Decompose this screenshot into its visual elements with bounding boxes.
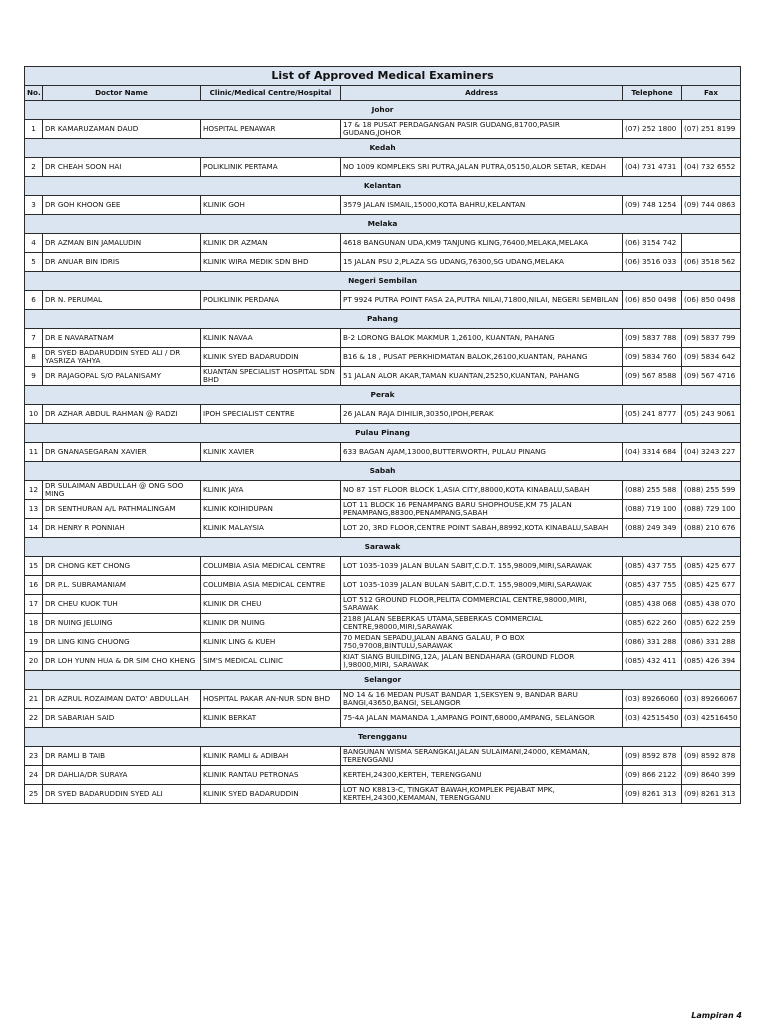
table-row [25,481,741,500]
column-header-clinic: Clinic/Medical Centre/Hospital [201,86,341,101]
row-number: 3 [25,196,43,215]
fax: (04) 3243 227 [682,443,741,462]
table-row [25,709,741,728]
doctor-name: DR SYED BADARUDDIN SYED ALI [43,785,201,804]
table-row [25,500,741,519]
table-row [25,576,741,595]
table-row [25,120,741,139]
doctor-name: DR SYED BADARUDDIN SYED ALI / DR YASRIZA YAHYA [43,348,201,367]
column-header-doctor: Doctor Name [43,86,201,101]
telephone: (03) 42515450 [623,709,682,728]
examiners-table [24,66,741,804]
row-number: 21 [25,690,43,709]
address: BANGUNAN WISMA SERANGKAI,JALAN SULAIMANI,24000, KEMAMAN, TERENGGANU [341,747,623,766]
table-row [25,443,741,462]
table-row [25,595,741,614]
table-row [25,196,741,215]
row-number: 9 [25,367,43,386]
clinic-name: COLUMBIA ASIA MEDICAL CENTRE [201,576,341,595]
state-name: Melaka [25,215,741,234]
fax: (09) 8592 878 [682,747,741,766]
row-number: 12 [25,481,43,500]
fax: (085) 426 394 [682,652,741,671]
doctor-name: DR RAJAGOPAL S/O PALANISAMY [43,367,201,386]
state-name: Johor [25,101,741,120]
row-number: 2 [25,158,43,177]
table-row [25,291,741,310]
telephone: (06) 850 0498 [623,291,682,310]
table-row [25,253,741,272]
address: LOT 11 BLOCK 16 PENAMPANG BARU SHOPHOUSE,KM 75 JALAN PENAMPANG,88300,PENAMPANG,SABAH [341,500,623,519]
address: KERTEH,24300,KERTEH, TERENGGANU [341,766,623,785]
clinic-name: HOSPITAL PAKAR AN-NUR SDN BHD [201,690,341,709]
clinic-name: KLINIK JAYA [201,481,341,500]
doctor-name: DR LOH YUNN HUA & DR SIM CHO KHENG [43,652,201,671]
document-title: List of Approved Medical Examiners [25,67,741,86]
table-row [25,519,741,538]
telephone: (06) 3516 033 [623,253,682,272]
state-header-row [25,538,741,557]
table-row [25,766,741,785]
table-row [25,652,741,671]
row-number: 5 [25,253,43,272]
clinic-name: KLINIK SYED BADARUDDIN [201,348,341,367]
state-header-row [25,462,741,481]
clinic-name: KLINIK RAMLI & ADIBAH [201,747,341,766]
fax: (09) 5834 642 [682,348,741,367]
row-number: 16 [25,576,43,595]
state-header-row [25,310,741,329]
address: 70 MEDAN SEPADU,JALAN ABANG GALAU, P O BOX 750,97008,BINTULU,SARAWAK [341,633,623,652]
row-number: 17 [25,595,43,614]
telephone: (05) 241 8777 [623,405,682,424]
telephone: (04) 731 4731 [623,158,682,177]
fax: (09) 8640 399 [682,766,741,785]
telephone: (085) 438 068 [623,595,682,614]
fax: (088) 255 599 [682,481,741,500]
state-header-row [25,139,741,158]
clinic-name: KLINIK RANTAU PETRONAS [201,766,341,785]
telephone: (088) 255 588 [623,481,682,500]
clinic-name: KLINIK DR NUING [201,614,341,633]
doctor-name: DR N. PERUMAL [43,291,201,310]
row-number: 8 [25,348,43,367]
row-number: 19 [25,633,43,652]
table-row [25,557,741,576]
row-number: 23 [25,747,43,766]
clinic-name: KLINIK GOH [201,196,341,215]
table-row [25,614,741,633]
clinic-name: KUANTAN SPECIALIST HOSPITAL SDN BHD [201,367,341,386]
table-row [25,405,741,424]
address: B-2 LORONG BALOK MAKMUR 1,26100, KUANTAN, PAHANG [341,329,623,348]
state-header-row [25,272,741,291]
clinic-name: HOSPITAL PENAWAR [201,120,341,139]
row-number: 18 [25,614,43,633]
column-header-telephone: Telephone [623,86,682,101]
state-header-row [25,671,741,690]
fax: (09) 5837 799 [682,329,741,348]
row-number: 11 [25,443,43,462]
fax: (03) 42516450 [682,709,741,728]
telephone: (085) 437 755 [623,557,682,576]
row-number: 22 [25,709,43,728]
address: LOT 20, 3RD FLOOR,CENTRE POINT SABAH,88992,KOTA KINABALU,SABAH [341,519,623,538]
address: 26 JALAN RAJA DIHILIR,30350,IPOH,PERAK [341,405,623,424]
doctor-name: DR P.L. SUBRAMANIAM [43,576,201,595]
doctor-name: DR SULAIMAN ABDULLAH @ ONG SOO MING [43,481,201,500]
telephone: (03) 89266060 [623,690,682,709]
page-footer: Lampiran 4 [691,1011,742,1020]
fax: (03) 89266067 [682,690,741,709]
doctor-name: DR KAMARUZAMAN DAUD [43,120,201,139]
table-row [25,785,741,804]
telephone: (085) 622 260 [623,614,682,633]
address: LOT NO K8813-C, TINGKAT BAWAH,KOMPLEK PEJABAT MPK, KERTEH,24300,KEMAMAN, TERENGGANU [341,785,623,804]
fax: (086) 331 288 [682,633,741,652]
table-row [25,633,741,652]
table-row [25,367,741,386]
address: 51 JALAN ALOR AKAR,TAMAN KUANTAN,25250,KUANTAN, PAHANG [341,367,623,386]
state-header-row [25,215,741,234]
table-row [25,158,741,177]
telephone: (09) 8261 313 [623,785,682,804]
fax: (06) 850 0498 [682,291,741,310]
table-row [25,329,741,348]
telephone: (09) 748 1254 [623,196,682,215]
doctor-name: DR LING KING CHUONG [43,633,201,652]
telephone: (085) 437 755 [623,576,682,595]
state-name: Negeri Sembilan [25,272,741,291]
row-number: 4 [25,234,43,253]
address: 633 BAGAN AJAM,13000,BUTTERWORTH, PULAU PINANG [341,443,623,462]
telephone: (088) 719 100 [623,500,682,519]
telephone: (09) 5834 760 [623,348,682,367]
row-number: 7 [25,329,43,348]
address: 15 JALAN PSU 2,PLAZA SG UDANG,76300,SG UDANG,MELAKA [341,253,623,272]
state-name: Selangor [25,671,741,690]
row-number: 6 [25,291,43,310]
fax: (05) 243 9061 [682,405,741,424]
state-header-row [25,386,741,405]
doctor-name: DR CHEAH SOON HAI [43,158,201,177]
state-header-row [25,177,741,196]
state-name: Pahang [25,310,741,329]
column-header-fax: Fax [682,86,741,101]
row-number: 1 [25,120,43,139]
row-number: 25 [25,785,43,804]
clinic-name: POLIKLINIK PERDANA [201,291,341,310]
fax: (06) 3518 562 [682,253,741,272]
medical-examiners-document [24,66,740,804]
telephone: (07) 252 1800 [623,120,682,139]
row-number: 14 [25,519,43,538]
telephone: (09) 5837 788 [623,329,682,348]
fax: (07) 251 8199 [682,120,741,139]
row-number: 13 [25,500,43,519]
table-body [25,101,741,804]
fax: (088) 210 676 [682,519,741,538]
fax: (09) 567 4716 [682,367,741,386]
clinic-name: KLINIK LING & KUEH [201,633,341,652]
doctor-name: DR AZRUL ROZAIMAN DATO' ABDULLAH [43,690,201,709]
clinic-name: KLINIK XAVIER [201,443,341,462]
clinic-name: KLINIK NAVAA [201,329,341,348]
doctor-name: DR GNANASEGARAN XAVIER [43,443,201,462]
fax: (09) 744 0863 [682,196,741,215]
doctor-name: DR SABARIAH SAID [43,709,201,728]
state-header-row [25,424,741,443]
row-number: 15 [25,557,43,576]
row-number: 10 [25,405,43,424]
address: 75-4A JALAN MAMANDA 1,AMPANG POINT,68000,AMPANG, SELANGOR [341,709,623,728]
address: PT 9924 PUTRA POINT FASA 2A,PUTRA NILAI,71800,NILAI, NEGERI SEMBILAN [341,291,623,310]
telephone: (088) 249 349 [623,519,682,538]
doctor-name: DR E NAVARATNAM [43,329,201,348]
state-name: Sarawak [25,538,741,557]
address: 17 & 18 PUSAT PERDAGANGAN PASIR GUDANG,81700,PASIR GUDANG,JOHOR [341,120,623,139]
state-name: Sabah [25,462,741,481]
column-header-no: No. [25,86,43,101]
table-row [25,234,741,253]
clinic-name: KLINIK WIRA MEDIK SDN BHD [201,253,341,272]
state-name: Pulau Pinang [25,424,741,443]
address: 4618 BANGUNAN UDA,KM9 TANJUNG KLING,76400,MELAKA,MELAKA [341,234,623,253]
doctor-name: DR AZHAR ABDUL RAHMAN @ RADZI [43,405,201,424]
doctor-name: DR HENRY R PONNIAH [43,519,201,538]
clinic-name: KLINIK BERKAT [201,709,341,728]
address: LOT 512 GROUND FLOOR,PELITA COMMERCIAL CENTRE,98000,MIRI, SARAWAK [341,595,623,614]
state-name: Terengganu [25,728,741,747]
doctor-name: DR CHEU KUOK TUH [43,595,201,614]
address: B16 & 18 , PUSAT PERKHIDMATAN BALOK,26100,KUANTAN, PAHANG [341,348,623,367]
clinic-name: POLIKLINIK PERTAMA [201,158,341,177]
state-header-row [25,728,741,747]
column-header-address: Address [341,86,623,101]
doctor-name: DR DAHLIA/DR SURAYA [43,766,201,785]
telephone: (06) 3154 742 [623,234,682,253]
telephone: (09) 8592 878 [623,747,682,766]
fax: (09) 8261 313 [682,785,741,804]
table-row [25,690,741,709]
state-name: Perak [25,386,741,405]
doctor-name: DR CHONG KET CHONG [43,557,201,576]
doctor-name: DR NUING JELUING [43,614,201,633]
fax: (085) 425 677 [682,557,741,576]
doctor-name: DR SENTHURAN A/L PATHMALINGAM [43,500,201,519]
telephone: (09) 866 2122 [623,766,682,785]
doctor-name: DR RAMLI B TAIB [43,747,201,766]
address: NO 1009 KOMPLEKS SRI PUTRA,JALAN PUTRA,05150,ALOR SETAR, KEDAH [341,158,623,177]
clinic-name: KLINIK KOIHIDUPAN [201,500,341,519]
telephone: (04) 3314 684 [623,443,682,462]
address: NO 87 1ST FLOOR BLOCK 1,ASIA CITY,88000,KOTA KINABALU,SABAH [341,481,623,500]
fax: (085) 438 070 [682,595,741,614]
clinic-name: KLINIK SYED BADARUDDIN [201,785,341,804]
clinic-name: SIM'S MEDICAL CLINIC [201,652,341,671]
row-number: 20 [25,652,43,671]
telephone: (09) 567 8588 [623,367,682,386]
table-row [25,747,741,766]
telephone: (086) 331 288 [623,633,682,652]
address: LOT 1035-1039 JALAN BULAN SABIT,C.D.T. 155,98009,MIRI,SARAWAK [341,576,623,595]
clinic-name: KLINIK DR CHEU [201,595,341,614]
doctor-name: DR AZMAN BIN JAMALUDIN [43,234,201,253]
fax [682,234,741,253]
address: KIAT SIANG BUILDING,12A, JALAN BENDAHARA (GROUND FLOOR ),98000,MIRI, SARAWAK [341,652,623,671]
table-row [25,348,741,367]
row-number: 24 [25,766,43,785]
telephone: (085) 432 411 [623,652,682,671]
fax: (088) 729 100 [682,500,741,519]
address: 2188 JALAN SEBERKAS UTAMA,SEBERKAS COMMERCIAL CENTRE,98000,MIRI,SARAWAK [341,614,623,633]
clinic-name: COLUMBIA ASIA MEDICAL CENTRE [201,557,341,576]
fax: (085) 622 259 [682,614,741,633]
doctor-name: DR ANUAR BIN IDRIS [43,253,201,272]
clinic-name: KLINIK DR AZMAN [201,234,341,253]
column-header-row [25,86,741,101]
address: 3579 JALAN ISMAIL,15000,KOTA BAHRU,KELANTAN [341,196,623,215]
clinic-name: KLINIK MALAYSIA [201,519,341,538]
fax: (085) 425 677 [682,576,741,595]
clinic-name: IPOH SPECIALIST CENTRE [201,405,341,424]
fax: (04) 732 6552 [682,158,741,177]
state-name: Kelantan [25,177,741,196]
state-header-row [25,101,741,120]
address: NO 14 & 16 MEDAN PUSAT BANDAR 1,SEKSYEN 9, BANDAR BARU BANGI,43650,BANGI, SELANGOR [341,690,623,709]
doctor-name: DR GOH KHOON GEE [43,196,201,215]
state-name: Kedah [25,139,741,158]
address: LOT 1035-1039 JALAN BULAN SABIT,C.D.T. 155,98009,MIRI,SARAWAK [341,557,623,576]
